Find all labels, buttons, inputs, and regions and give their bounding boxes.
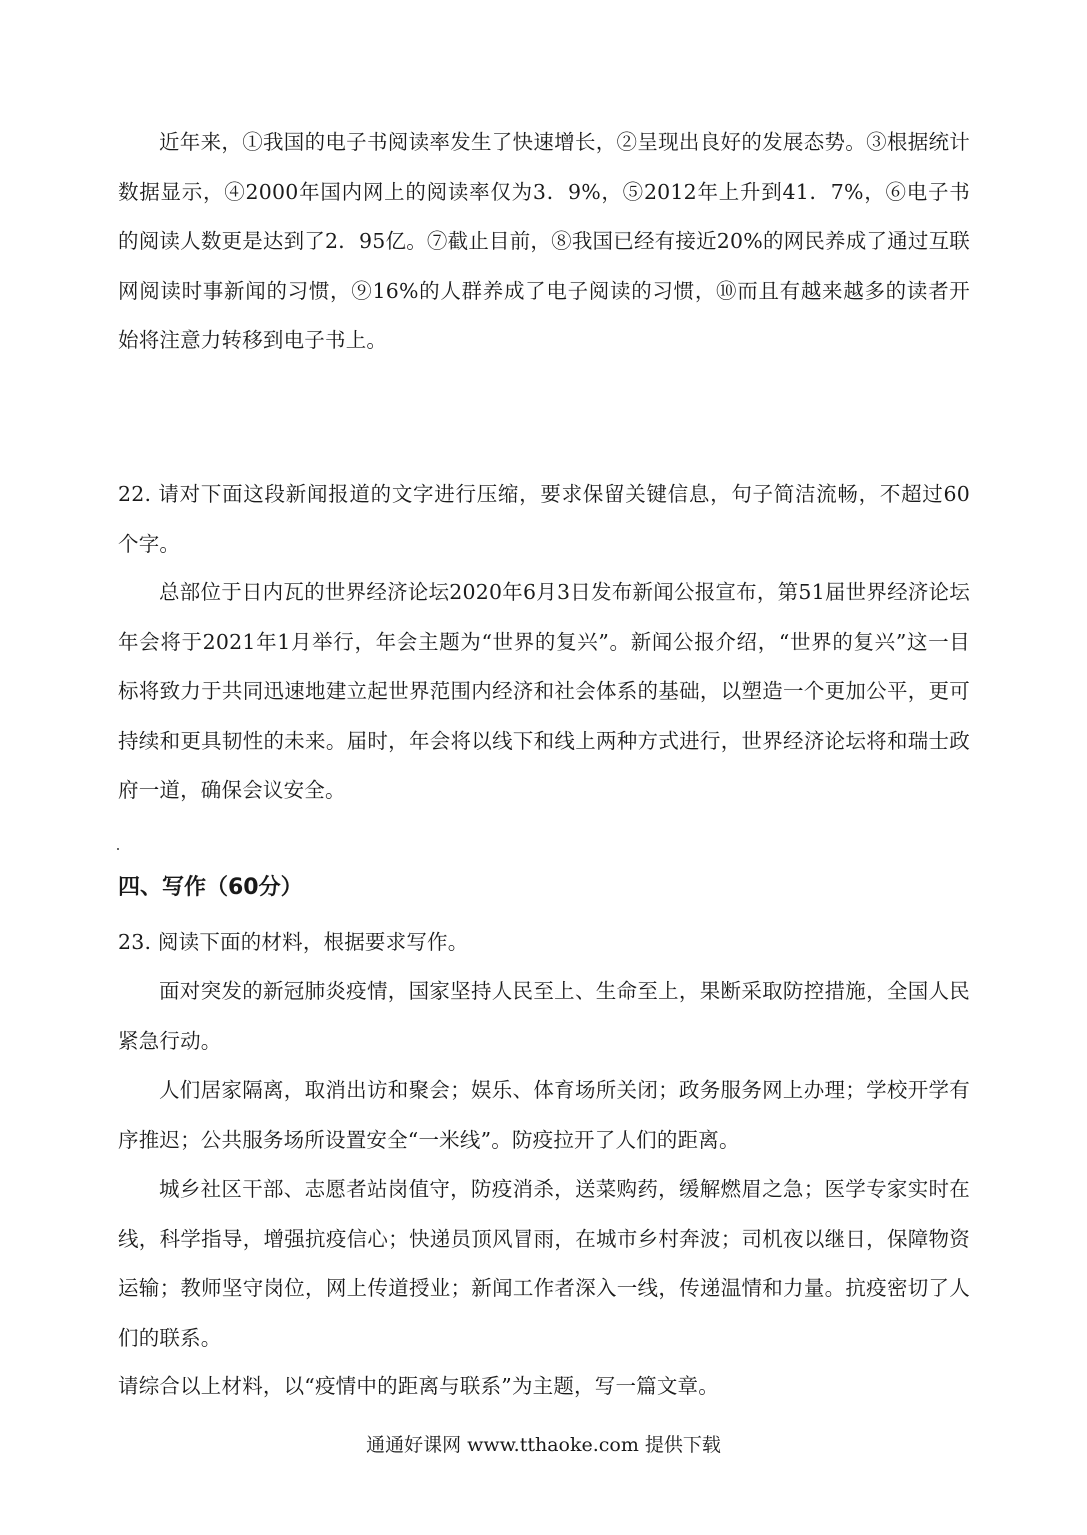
question-23-prompt: 23. 阅读下面的材料，根据要求写作。: [118, 930, 469, 954]
question-22-prompt: 22. 请对下面这段新闻报道的文字进行压缩，要求保留关键信息，句子简洁流畅，不超过60个字。: [118, 482, 970, 556]
question-23-material-para-1: 面对突发的新冠肺炎疫情，国家坚持人民至上、生命至上，果断采取防控措施，全国人民紧急行动。: [118, 979, 970, 1053]
passage-ebook-reading: 近年来，①我国的电子书阅读率发生了快速增长，②呈现出良好的发展态势。③根据统计数据显示，④2000年国内网上的阅读率仅为3．9%，⑤2012年上升到41．7%，⑥电子书的阅读人数更是达到了2．95亿。⑦截止目前，⑧我国已经有接近20%的网民养成了通过互联网阅读时事新闻的习惯，⑨16%的人群养成了电子阅读的习惯，⑩而且有越来越多的读者开始将注意力转移到电子书上。: [118, 130, 970, 352]
page-footer: 通通好课网 www.tthaoke.com 提供下载: [366, 1434, 721, 1456]
section-four-heading: 四、写作（60分）: [118, 875, 303, 900]
question-23-instruction: 请综合以上材料，以“疫情中的距离与联系”为主题，写一篇文章。: [118, 1374, 719, 1398]
question-23-material-para-2: 人们居家隔离，取消出访和聚会；娱乐、体育场所关闭；政务服务网上办理；学校开学有序推迟；公共服务场所设置安全“一米线”。防疫拉开了人们的距离。: [118, 1078, 970, 1152]
question-22-news-passage: 总部位于日内瓦的世界经济论坛2020年6月3日发布新闻公报宣布，第51届世界经济论坛年会将于2021年1月举行，年会主题为“世界的复兴”。新闻公报介绍，“世界的复兴”这一目标将致力于共同迅速地建立起世界范围内经济和社会体系的基础，以塑造一个更加公平，更可持续和更具韧性的未来。届时，年会将以线下和线上两种方式进行，世界经济论坛将和瑞士政府一道，确保会议安全。: [118, 580, 970, 802]
stray-mark: [117, 848, 119, 850]
question-23-material-para-3: 城乡社区干部、志愿者站岗值守，防疫消杀，送菜购药，缓解燃眉之急；医学专家实时在线，科学指导，增强抗疫信心；快递员顶风冒雨，在城市乡村奔波；司机夜以继日，保障物资运输；教师坚守岗位，网上传道授业；新闻工作者深入一线，传递温情和力量。抗疫密切了人们的联系。: [118, 1177, 970, 1350]
